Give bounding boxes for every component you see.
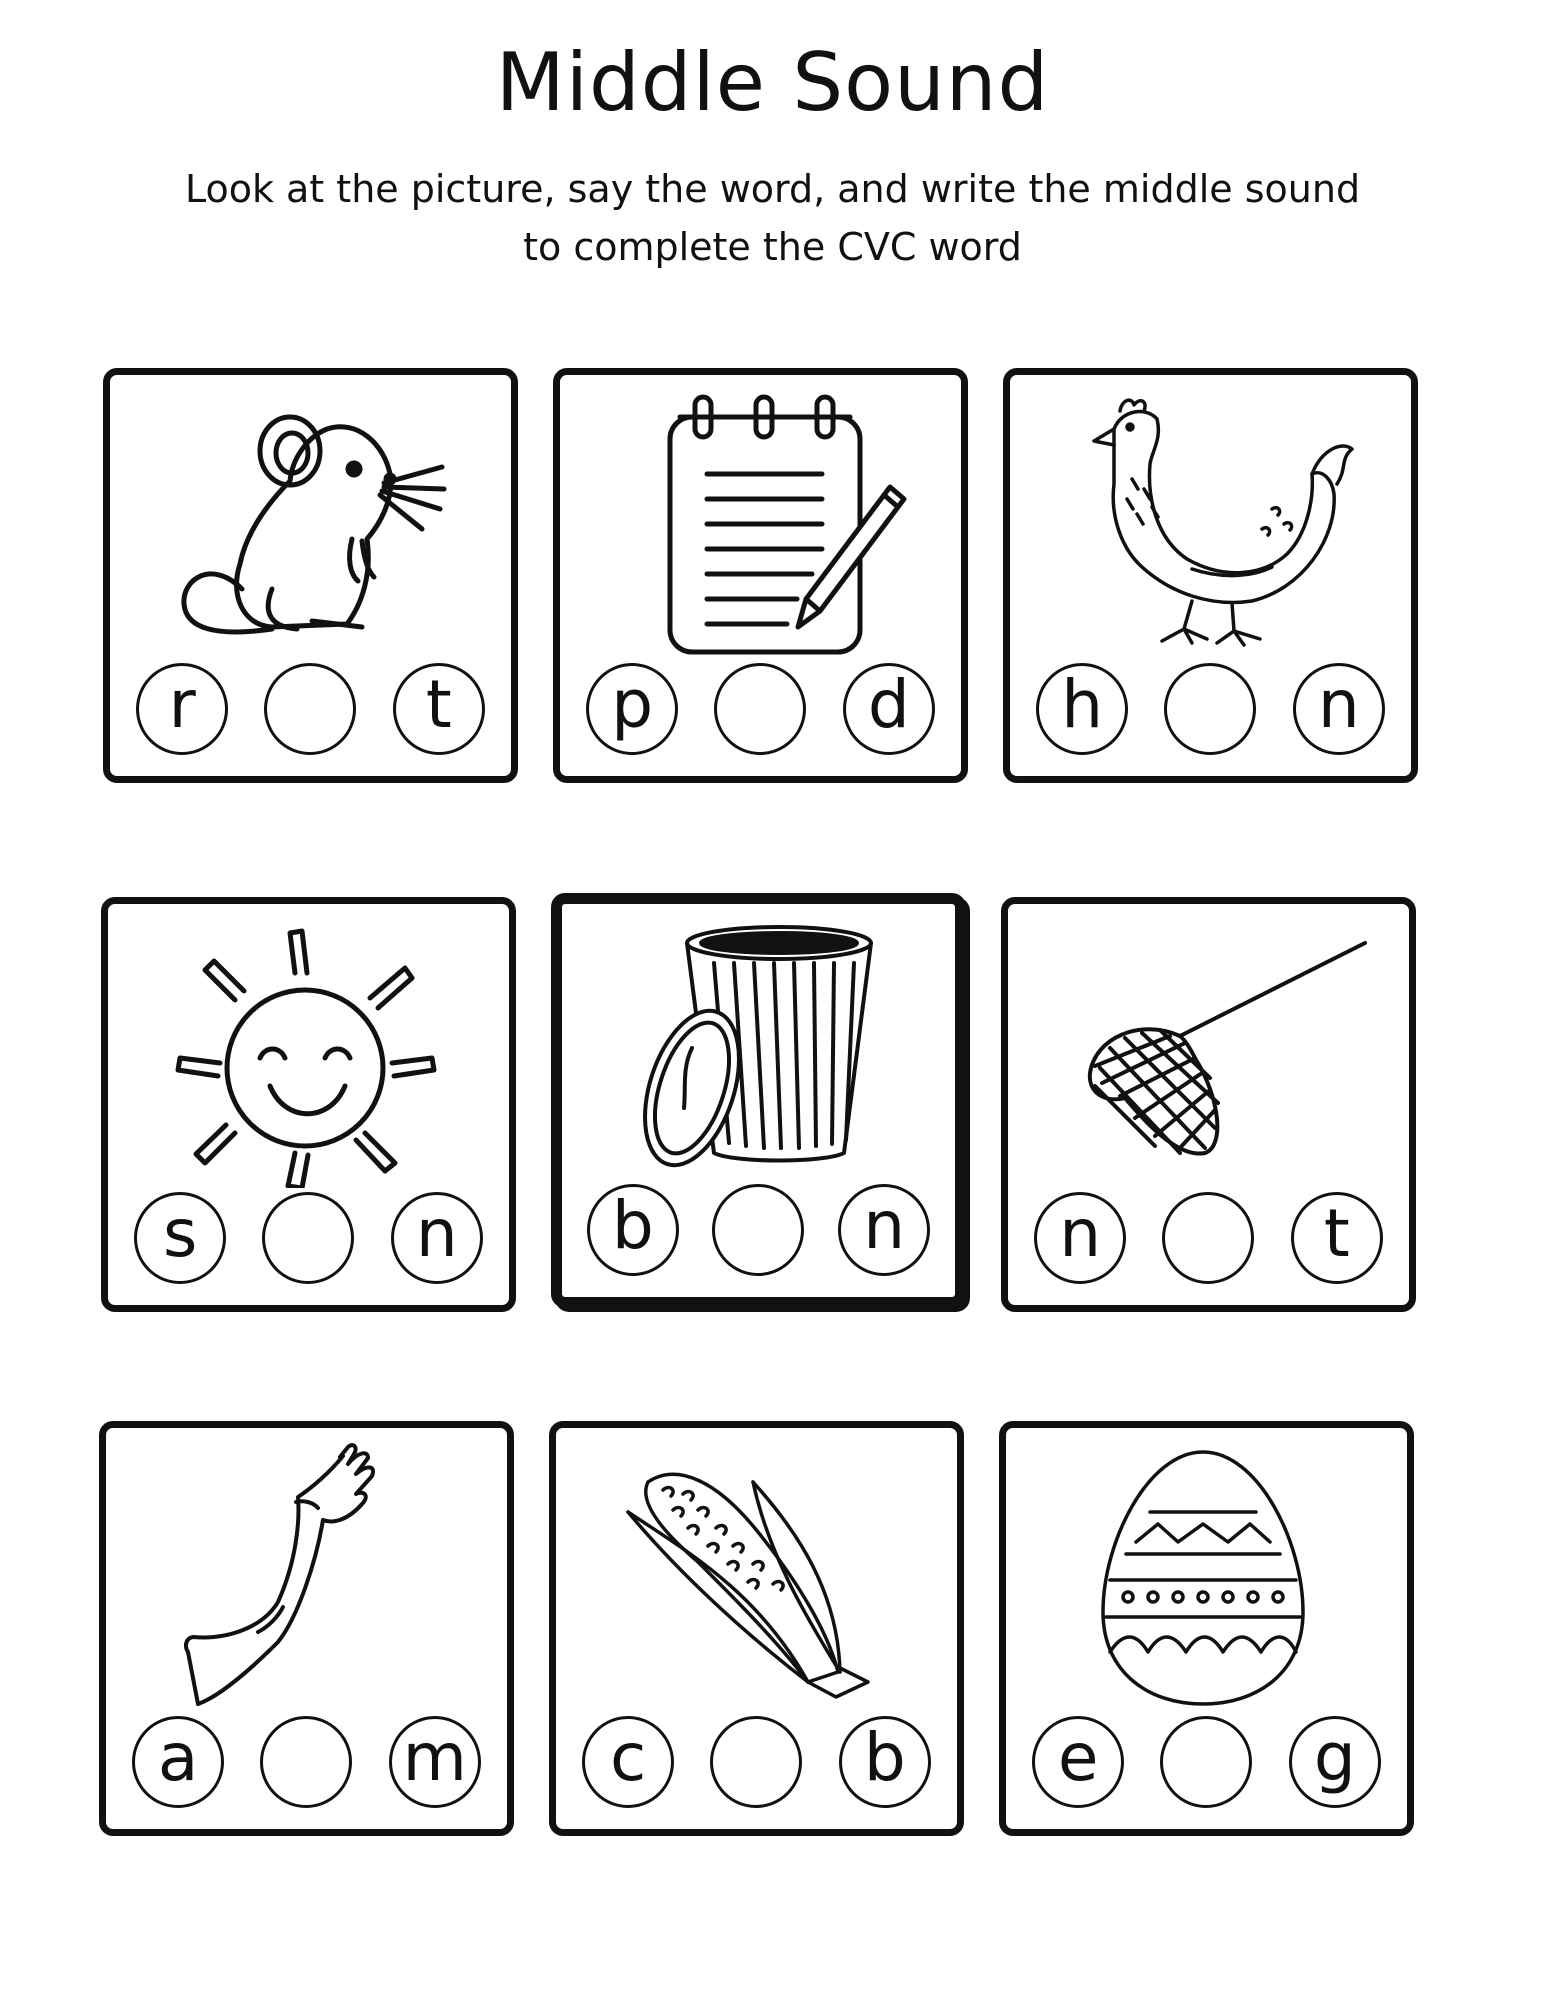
word-row [1006, 1713, 1407, 1811]
trash-bin-icon [574, 918, 952, 1188]
last-letter: n [1293, 663, 1385, 755]
last-letter: t [1291, 1192, 1383, 1284]
card-arm [99, 1421, 514, 1836]
hen-icon [1022, 389, 1400, 659]
first-letter: n [1034, 1192, 1126, 1284]
word-row [560, 660, 961, 758]
arm-icon [118, 1442, 496, 1712]
last-letter: g [1289, 1716, 1381, 1808]
card-rat [103, 368, 518, 783]
page-title: Middle Sound [495, 36, 1050, 129]
middle-letter-blank[interactable] [260, 1716, 352, 1808]
last-letter: m [389, 1716, 481, 1808]
middle-letter-blank[interactable] [710, 1716, 802, 1808]
middle-letter-blank[interactable] [712, 1184, 804, 1276]
last-letter: t [393, 663, 485, 755]
first-letter: p [586, 663, 678, 755]
word-row [108, 1189, 509, 1287]
instructions-line-2: to complete the CVC word [523, 225, 1022, 269]
word-row [562, 1181, 955, 1279]
middle-letter-blank[interactable] [262, 1192, 354, 1284]
first-letter: e [1032, 1716, 1124, 1808]
first-letter: h [1036, 663, 1128, 755]
word-row [556, 1713, 957, 1811]
net-icon [1020, 918, 1398, 1188]
card-notepad [553, 368, 968, 783]
sun-icon [120, 918, 498, 1188]
middle-letter-blank[interactable] [1164, 663, 1256, 755]
word-row [110, 660, 511, 758]
first-letter: a [132, 1716, 224, 1808]
middle-letter-blank[interactable] [1162, 1192, 1254, 1284]
card-net [1001, 897, 1416, 1312]
middle-letter-blank[interactable] [1160, 1716, 1252, 1808]
corn-cob-icon [568, 1442, 946, 1712]
instructions-line-1: Look at the picture, say the word, and write the middle sound [184, 167, 1361, 211]
instructions [110, 160, 1435, 276]
word-row [1010, 660, 1411, 758]
card-corn [549, 1421, 964, 1836]
last-letter: n [838, 1184, 930, 1276]
rat-icon [122, 389, 500, 659]
egg-icon [1018, 1442, 1396, 1712]
first-letter: s [134, 1192, 226, 1284]
card-trash-bin [551, 893, 966, 1308]
card-sun [101, 897, 516, 1312]
word-row [1008, 1189, 1409, 1287]
first-letter: b [587, 1184, 679, 1276]
first-letter: c [582, 1716, 674, 1808]
notepad-icon [572, 389, 950, 659]
card-egg [999, 1421, 1414, 1836]
last-letter: d [843, 663, 935, 755]
first-letter: r [136, 663, 228, 755]
last-letter: b [839, 1716, 931, 1808]
middle-letter-blank[interactable] [264, 663, 356, 755]
word-row [106, 1713, 507, 1811]
middle-letter-blank[interactable] [714, 663, 806, 755]
card-hen [1003, 368, 1418, 783]
last-letter: n [391, 1192, 483, 1284]
